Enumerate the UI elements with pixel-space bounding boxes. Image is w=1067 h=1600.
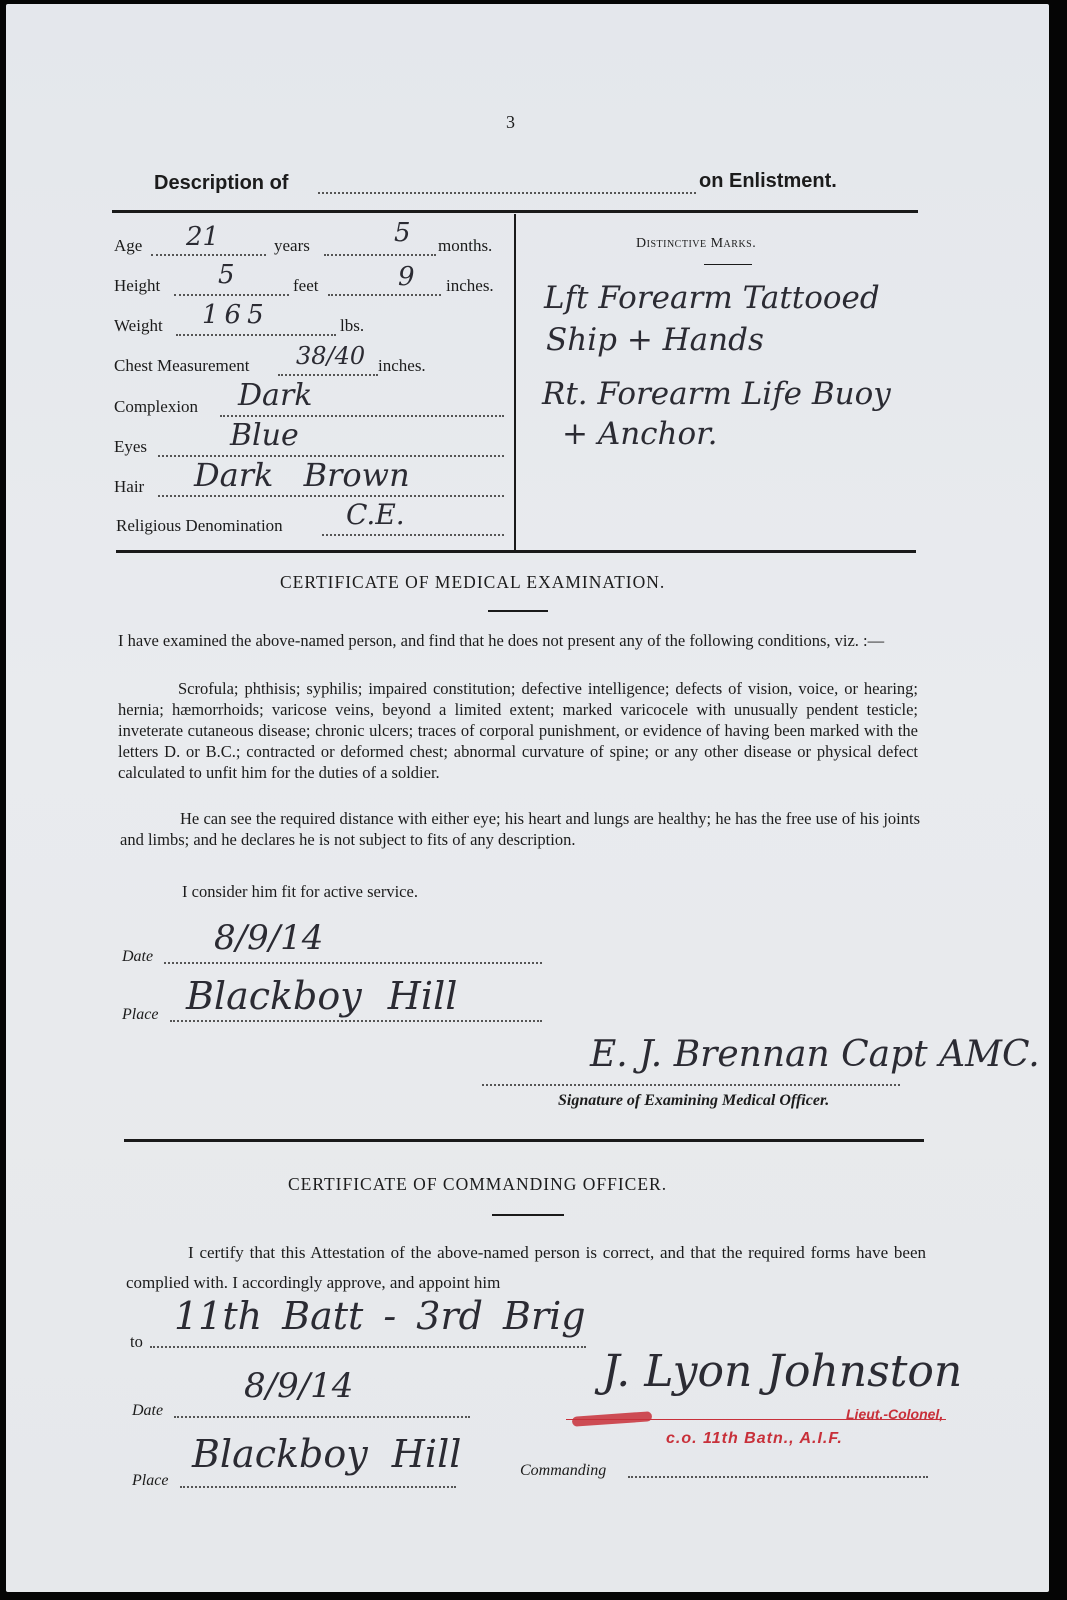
description-bottom-rule [116,550,916,553]
chest-value: 38/40 [296,342,366,370]
religion-value: C.E. [346,498,405,531]
medical-date-value: 8/9/14 [214,918,324,958]
commanding-to-line [150,1346,586,1348]
commanding-to-value: 11th Batt - 3rd Brig [174,1294,586,1338]
commanding-date-value: 8/9/14 [244,1366,354,1406]
age-years-line [151,254,266,256]
religion-line [322,534,504,536]
medical-signature-caption: Signature of Examining Medical Officer. [558,1092,830,1109]
medical-date-line [164,962,542,964]
stamp-unit: c.o. 11th Batn., A.I.F. [666,1430,843,1447]
religion-label: Religious Denomination [116,516,283,535]
commanding-certify-text: I certify that this Attestation of the above-named person is correct, and that the required forms have been complied with. I accordingly approve, and appoint him [126,1243,926,1292]
complexion-label: Complexion [114,397,199,416]
commanding-place-value: Blackboy Hill [192,1432,462,1476]
distinctive-marks-underline [704,264,752,265]
commanding-signature-line [628,1476,928,1478]
chest-line [278,374,378,376]
weight-label: Weight [114,316,163,335]
description-name-line [318,192,696,194]
distinctive-marks-heading: Distinctive Marks. [636,236,757,251]
distinctive-mark-line-2: Ship + Hands [546,322,764,358]
chest-label: Chest Measurement [114,356,250,375]
height-feet-line [174,294,289,296]
medical-fit-statement: I consider him fit for active service. [182,882,418,901]
medical-heading-underline [488,610,548,612]
commanding-to-label: to [130,1332,143,1351]
age-label: Age [114,236,143,255]
description-top-rule [112,210,918,213]
feet-label: feet [293,276,319,295]
description-heading-prefix: Description of [154,172,289,194]
medical-place-line [170,1020,542,1022]
age-years-value: 21 [186,222,220,252]
commanding-place-label: Place [132,1472,169,1489]
hair-label: Hair [114,477,145,496]
eyes-value: Blue [230,418,299,453]
commanding-date-line [174,1416,470,1418]
medical-conditions-text: Scrofula; phthisis; syphilis; impaired constitution; defective intelligence; defects of vision, voice, or hearing; hernia; hæmorrhoids; varicose veins, beyond a limited extent; marked varicocele with unusually pendent testicle; inveterate cutaneous disease; chronic ulcers; traces of corporal punishment, or evidence of having been marked with the letters D. or B.C.; contracted or deformed chest; abnormal curvature of spine; or any other disease or physical defect calculated to unfit him for the duties of a soldier. [118,679,918,782]
height-inches-value: 9 [398,262,415,292]
page-number: 3 [506,112,515,132]
lbs-label: lbs. [340,316,365,335]
commanding-label: Commanding [520,1462,607,1479]
medical-vision-text: He can see the required distance with either eye; his heart and lungs are healthy; he has the free use of his joints and limbs; and he declares he is not subject to fits of any description. [120,809,920,849]
enlistment-form-page [6,4,1049,1592]
commanding-top-rule [124,1139,924,1142]
height-inches-line [328,294,441,296]
months-label: months. [438,236,493,255]
distinctive-mark-line-4: + Anchor. [562,416,718,452]
medical-intro-text: I have examined the above-named person, and find that he does not present any of the following conditions, viz. :— [118,631,885,650]
chest-unit: inches. [378,356,426,375]
height-feet-value: 5 [218,260,235,290]
complexion-value: Dark [238,378,313,413]
distinctive-mark-line-3: Rt. Forearm Life Buoy [542,376,891,412]
years-label: years [274,236,310,255]
medical-date-label: Date [122,948,154,965]
description-heading-suffix: on Enlistment. [699,170,837,192]
weight-value: 165 [202,300,270,330]
commanding-date-label: Date [132,1402,164,1419]
medical-place-label: Place [122,1006,159,1023]
medical-place-value: Blackboy Hill [186,974,458,1018]
commanding-officer-signature: J. Lyon Johnston [602,1346,963,1397]
inches-label: inches. [446,276,494,295]
weight-line [176,334,336,336]
medical-officer-signature: E. J. Brennan Capt AMC. [590,1034,1040,1075]
eyes-label: Eyes [114,437,148,456]
age-months-line [324,254,436,256]
commanding-heading-underline [492,1214,564,1216]
stamp-rank: Lieut.-Colonel, [846,1406,944,1422]
medical-certificate-heading: CERTIFICATE OF MEDICAL EXAMINATION. [280,572,666,592]
distinctive-mark-line-1: Lft Forearm Tattooed [544,280,880,316]
commanding-certificate-heading: CERTIFICATE OF COMMANDING OFFICER. [288,1174,668,1194]
height-label: Height [114,276,161,295]
age-months-value: 5 [394,218,411,248]
complexion-line [220,415,504,417]
commanding-place-line [180,1486,456,1488]
medical-signature-line [482,1084,900,1086]
hair-line [158,495,504,497]
hair-value: Dark Brown [194,456,410,494]
description-divider [514,214,516,550]
